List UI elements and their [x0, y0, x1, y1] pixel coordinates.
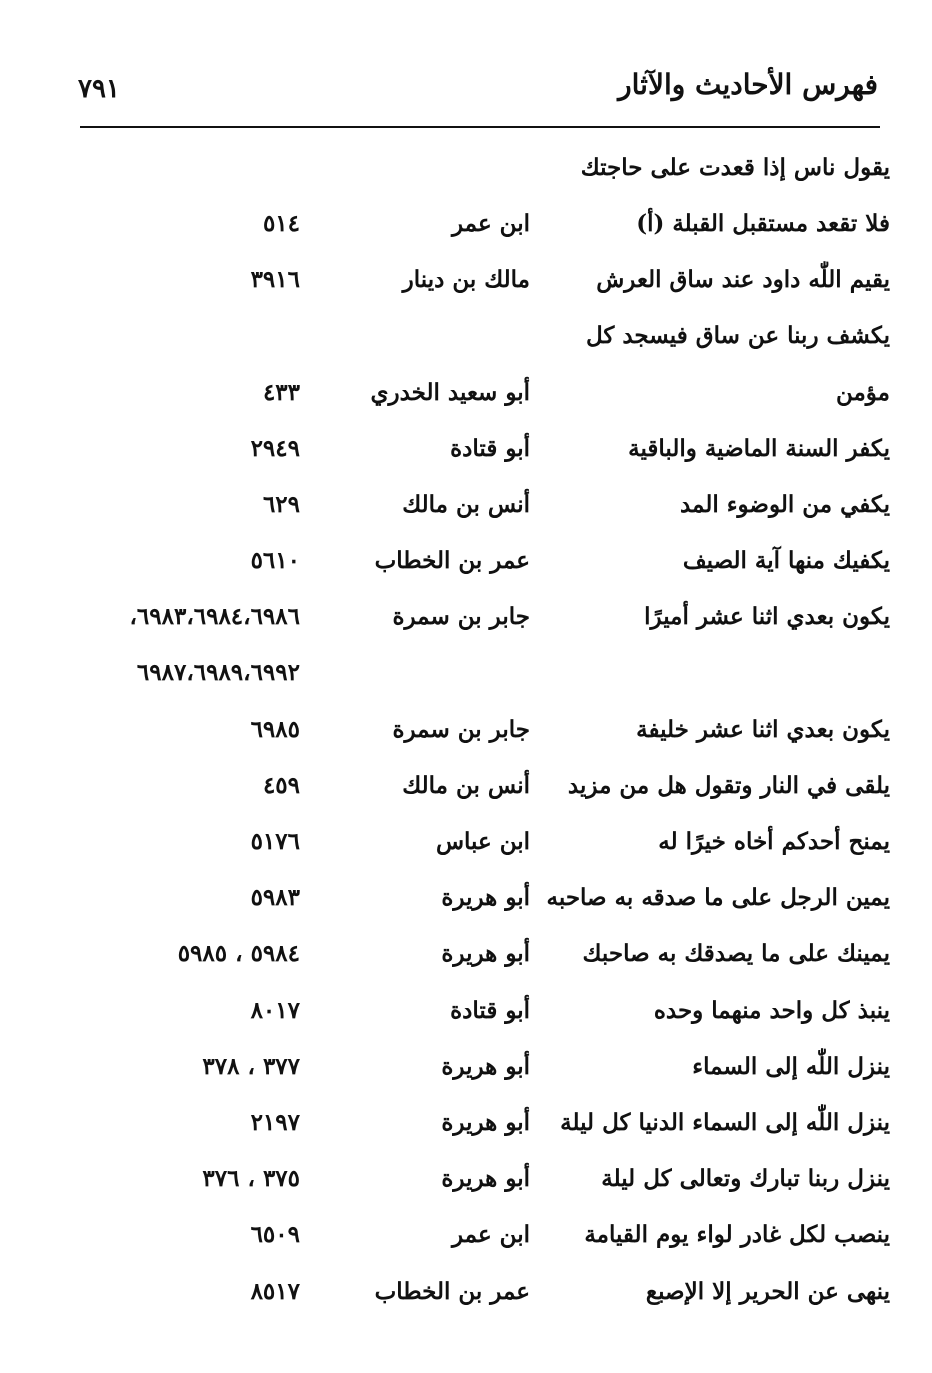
- hadith-numbers: ٦٥٠٩: [250, 1221, 300, 1248]
- index-row: [0, 991, 932, 1031]
- hadith-text: فلا تقعد مستقبل القبلة (أ): [636, 210, 890, 237]
- index-row: [0, 204, 932, 244]
- hadith-numbers: ٣٧٥ ، ٣٧٦: [202, 1165, 300, 1192]
- narrator-name: أبو هريرة: [441, 1053, 530, 1080]
- hadith-numbers: ٢١٩٧: [250, 1109, 300, 1136]
- hadith-text: ينصب لكل غادر لواء يوم القيامة: [584, 1221, 890, 1248]
- hadith-numbers: ٢٩٤٩: [250, 435, 300, 462]
- narrator-name: أبو قتادة: [450, 435, 530, 462]
- hadith-numbers: ٤٣٣: [262, 379, 300, 406]
- narrator-name: جابر بن سمرة: [392, 716, 530, 743]
- hadith-text: يمين الرجل على ما صدقه به صاحبه: [546, 884, 890, 911]
- hadith-numbers: ٥٩٨٣: [250, 884, 300, 911]
- narrator-name: مالك بن دينار: [402, 266, 530, 293]
- hadith-text: مؤمن: [835, 379, 890, 406]
- index-row: [0, 1103, 932, 1143]
- narrator-name: ابن عباس: [435, 828, 530, 855]
- narrator-name: أبو سعيد الخدري: [370, 379, 530, 406]
- page-title: فهرس الأحاديث والآثار: [618, 68, 878, 101]
- index-row: [0, 485, 932, 525]
- index-row: [0, 373, 932, 413]
- hadith-text: يلقى في النار وتقول هل من مزيد: [567, 772, 890, 799]
- hadith-text: يمنح أحدكم أخاه خيرًا له: [658, 828, 890, 855]
- hadith-text: يكون بعدي اثنا عشر أميرًا: [644, 603, 890, 630]
- hadith-numbers: ٦٩٨٧،٦٩٨٩،٦٩٩٢: [136, 659, 300, 686]
- index-row: [0, 1047, 932, 1087]
- index-row: [0, 260, 932, 300]
- page-header: [78, 68, 878, 118]
- index-row: [0, 1159, 932, 1199]
- narrator-name: ابن عمر: [451, 1221, 530, 1248]
- index-row: [0, 597, 932, 637]
- hadith-numbers: ٤٥٩: [262, 772, 300, 799]
- index-row: [0, 429, 932, 469]
- index-row: [0, 653, 932, 693]
- narrator-name: ابن عمر: [451, 210, 530, 237]
- narrator-name: أنس بن مالك: [402, 491, 530, 518]
- hadith-text: يكفيك منها آية الصيف: [682, 547, 890, 574]
- hadith-text: يمينك على ما يصدقك به صاحبك: [582, 940, 890, 967]
- hadith-numbers: ٥١٧٦: [250, 828, 300, 855]
- index-row: [0, 934, 932, 974]
- hadith-text: يقيم اللّٰه داود عند ساق العرش: [596, 266, 890, 293]
- index-row: [0, 316, 932, 356]
- index-row: [0, 1272, 932, 1312]
- hadith-numbers: ٦٩٨٣،٦٩٨٤،٦٩٨٦،: [129, 603, 300, 630]
- hadith-numbers: ٣٧٧ ، ٣٧٨: [202, 1053, 300, 1080]
- narrator-name: عمر بن الخطاب: [374, 547, 530, 574]
- hadith-numbers: ٦٢٩: [262, 491, 300, 518]
- hadith-text: يكفر السنة الماضية والباقية: [628, 435, 890, 462]
- header-rule: [80, 126, 880, 128]
- hadith-text: يقول ناس إذا قعدت على حاجتك: [580, 154, 890, 181]
- hadith-numbers: ٨٠١٧: [250, 997, 300, 1024]
- hadith-numbers: ٥٩٨٤ ، ٥٩٨٥: [177, 940, 300, 967]
- hadith-text: يكفي من الوضوء المد: [679, 491, 890, 518]
- hadith-text: ينبذ كل واحد منهما وحده: [653, 997, 890, 1024]
- index-row: [0, 148, 932, 188]
- page-number: ٧٩١: [78, 74, 120, 104]
- hadith-text: يكون بعدي اثنا عشر خليفة: [636, 716, 890, 743]
- index-row: [0, 710, 932, 750]
- index-row: [0, 822, 932, 862]
- hadith-text: ينزل اللّٰه إلى السماء: [692, 1053, 890, 1080]
- hadith-numbers: ٥٦١٠: [250, 547, 300, 574]
- hadith-text: ينهى عن الحرير إلا الإصبع: [645, 1278, 890, 1305]
- narrator-name: أبو هريرة: [441, 940, 530, 967]
- narrator-name: أبو هريرة: [441, 1109, 530, 1136]
- narrator-name: جابر بن سمرة: [392, 603, 530, 630]
- narrator-name: عمر بن الخطاب: [374, 1278, 530, 1305]
- index-row: [0, 878, 932, 918]
- hadith-numbers: ٥١٤: [262, 210, 300, 237]
- narrator-name: أبو قتادة: [450, 997, 530, 1024]
- hadith-text: ينزل ربنا تبارك وتعالى كل ليلة: [601, 1165, 890, 1192]
- index-row: [0, 1215, 932, 1255]
- hadith-text: يكشف ربنا عن ساق فيسجد كل: [585, 322, 890, 349]
- narrator-name: أبو هريرة: [441, 884, 530, 911]
- hadith-numbers: ٣٩١٦: [250, 266, 300, 293]
- index-row: [0, 766, 932, 806]
- hadith-text: ينزل اللّٰه إلى السماء الدنيا كل ليلة: [560, 1109, 890, 1136]
- hadith-numbers: ٦٩٨٥: [250, 716, 300, 743]
- index-row: [0, 541, 932, 581]
- narrator-name: أنس بن مالك: [402, 772, 530, 799]
- narrator-name: أبو هريرة: [441, 1165, 530, 1192]
- hadith-numbers: ٨٥١٧: [250, 1278, 300, 1305]
